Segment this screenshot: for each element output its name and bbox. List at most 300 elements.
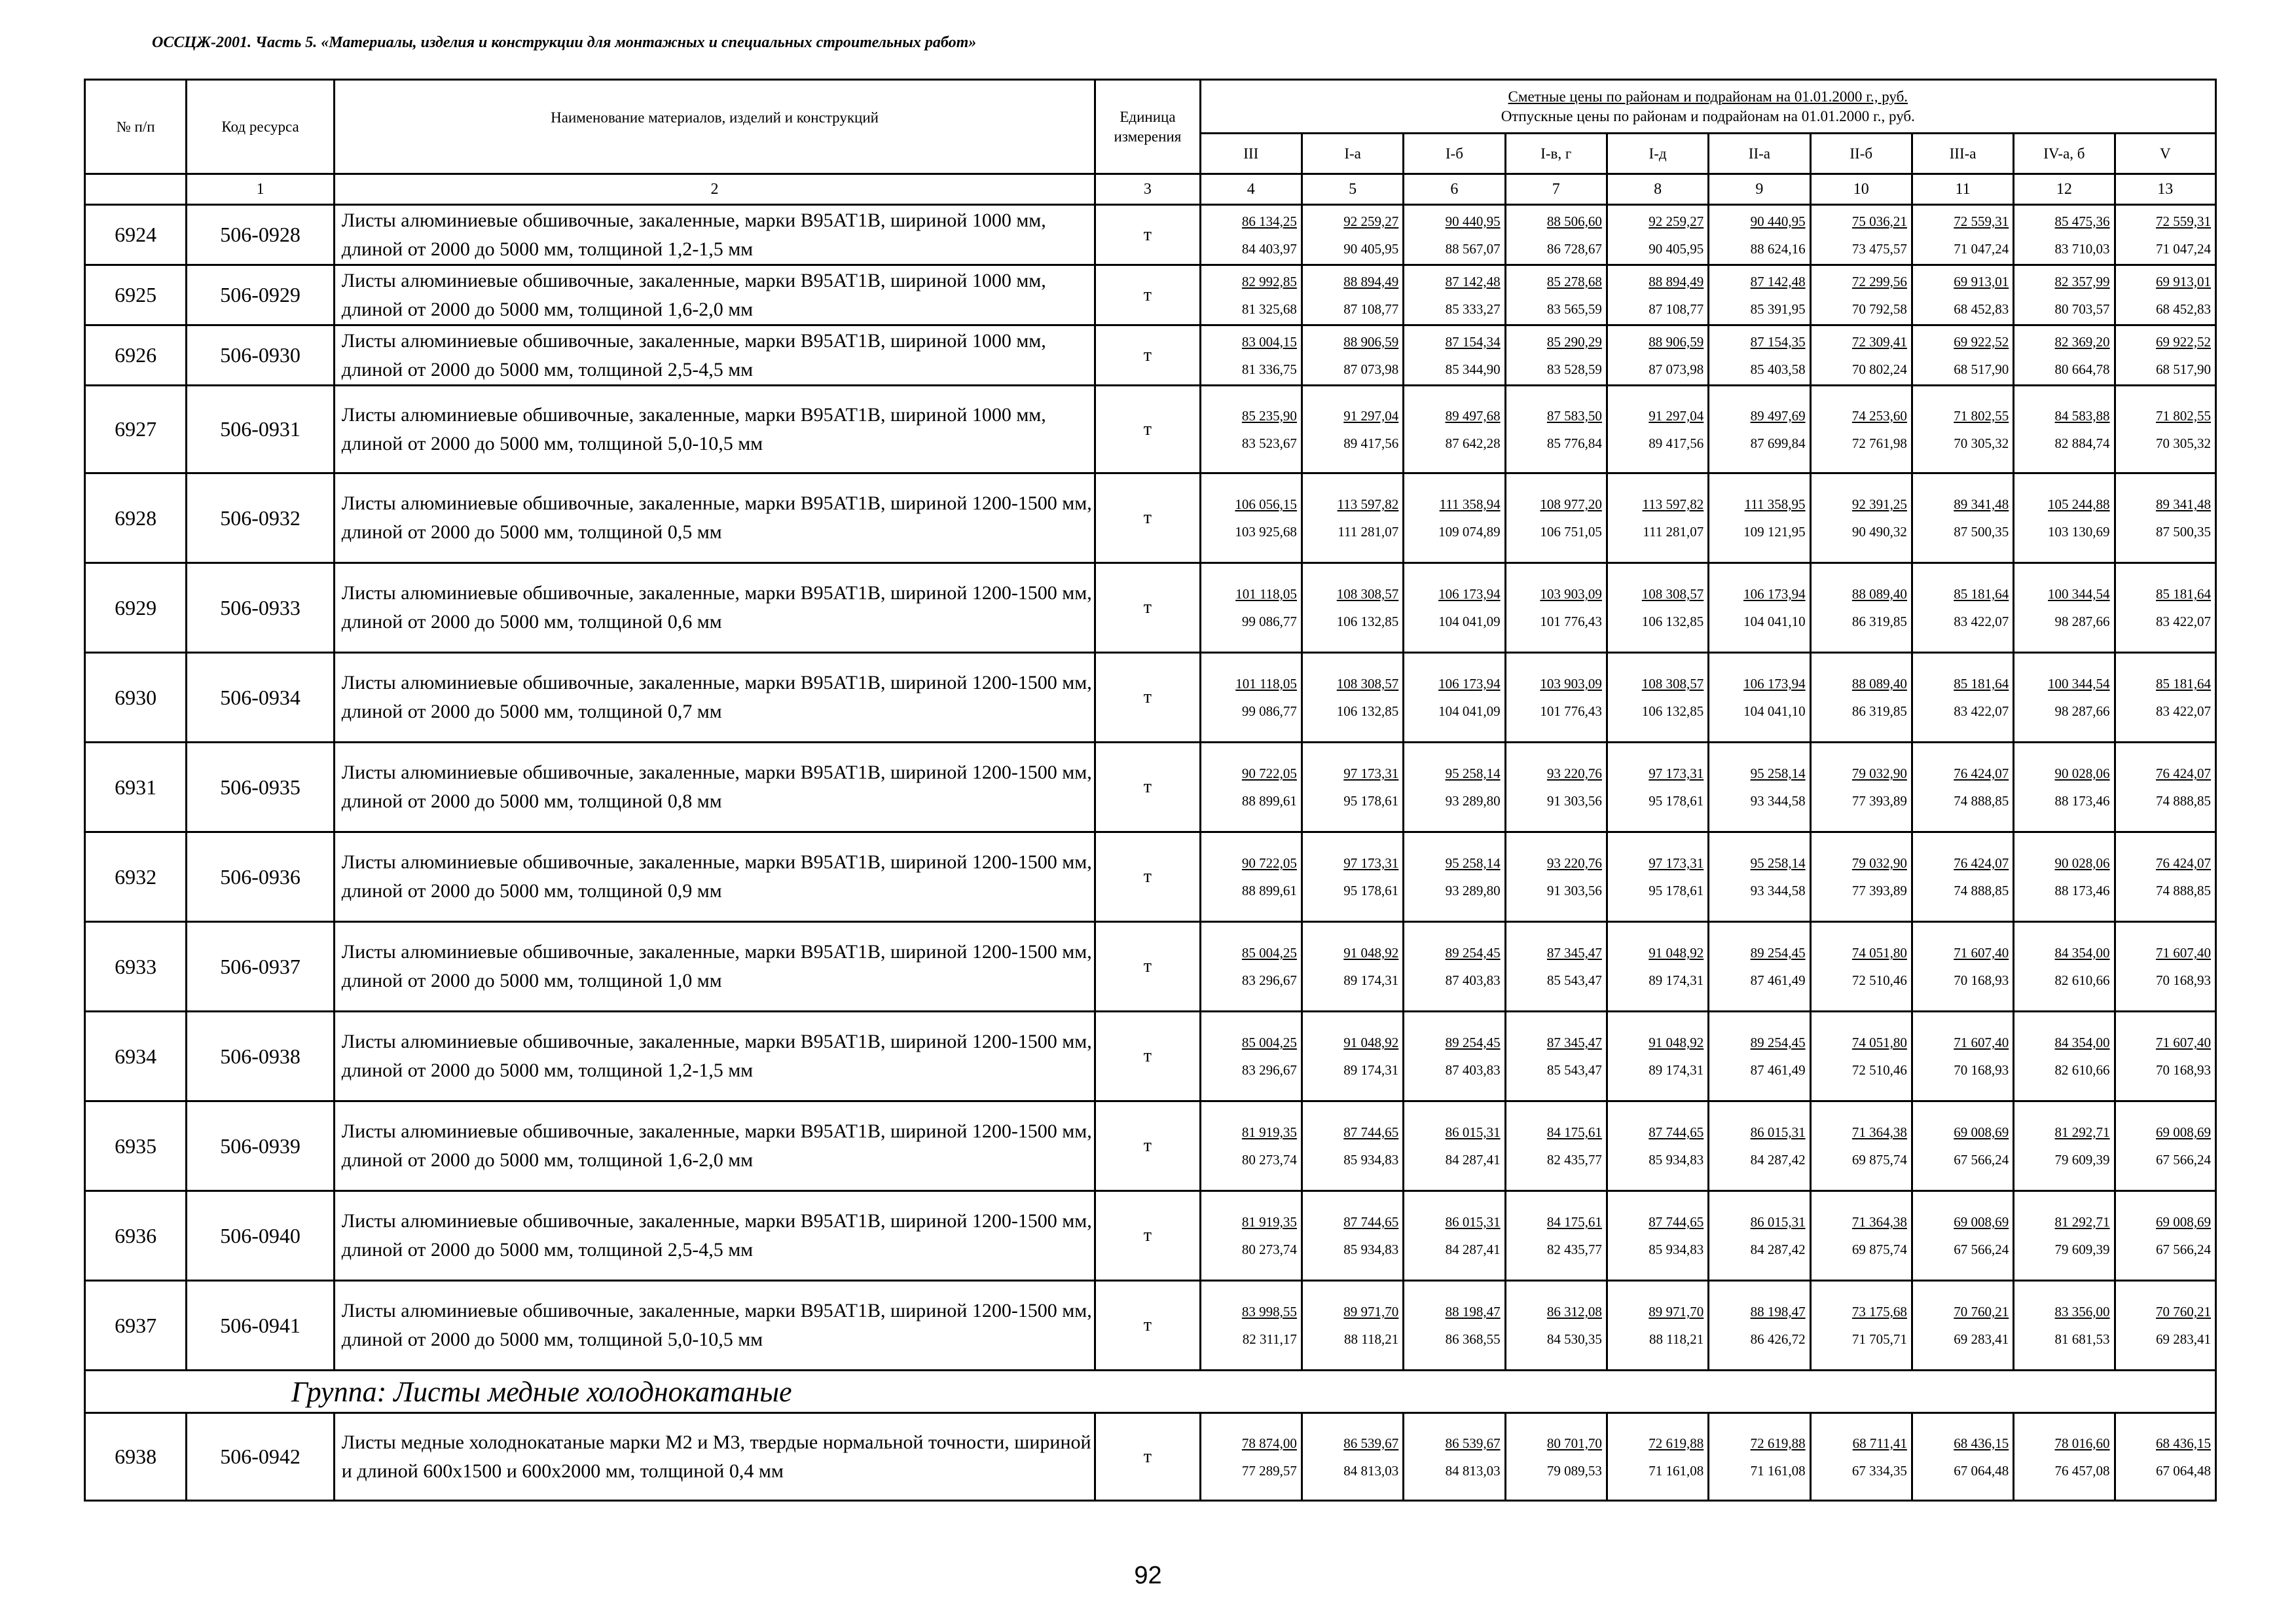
estimated-price: 85 004,25 [1241, 1035, 1297, 1050]
estimated-price: 83 004,15 [1241, 333, 1297, 350]
price-cell [2014, 1413, 2115, 1501]
release-price: 69 283,41 [1954, 1331, 2009, 1347]
price-cell [1200, 265, 1302, 325]
estimated-price: 72 309,41 [1851, 333, 1907, 350]
estimated-price: 69 922,52 [1954, 333, 2009, 350]
price-cell [1607, 1413, 1708, 1501]
estimated-price: 97 173,31 [1343, 855, 1399, 871]
price-cell [1607, 205, 1708, 265]
resource-code: 506-0942 [187, 1413, 334, 1501]
estimated-price: 106 056,15 [1235, 496, 1297, 512]
release-price: 89 417,56 [1649, 435, 1704, 451]
estimated-price: 86 539,67 [1445, 1435, 1501, 1451]
estimated-price: 70 760,21 [2156, 1304, 2211, 1320]
material-name: Листы алюминиевые обшивочные, закаленные, марки В95АТ1В, шириной 1000 мм, длиной от 2000 до 5000 мм, толщиной 1,2-1,5 мм [334, 205, 1095, 265]
estimated-price: 91 048,92 [1649, 945, 1704, 961]
unit-of-measure: т [1095, 386, 1200, 473]
row-number: 6925 [85, 265, 187, 325]
price-cell [1912, 1191, 2013, 1281]
unit-of-measure: т [1095, 325, 1200, 386]
price-cell [1607, 563, 1708, 653]
price-cell [1302, 386, 1403, 473]
estimated-price: 105 244,88 [2048, 496, 2110, 512]
table-row [85, 563, 2216, 653]
price-cell [2014, 1101, 2115, 1191]
estimated-price: 100 344,54 [2048, 586, 2110, 602]
release-price: 69 283,41 [2156, 1331, 2211, 1347]
estimated-price: 72 299,56 [1851, 273, 1907, 289]
release-price: 104 041,10 [1743, 703, 1806, 719]
estimated-price: 88 198,47 [1445, 1304, 1501, 1320]
estimated-price: 85 235,90 [1241, 407, 1297, 424]
release-price: 93 289,80 [1445, 793, 1501, 809]
row-number: 6934 [85, 1012, 187, 1101]
row-number: 6931 [85, 743, 187, 832]
price-cell [1912, 563, 2013, 653]
release-price: 88 899,61 [1241, 793, 1297, 809]
price-cell [1607, 473, 1708, 563]
price-cell [1505, 832, 1607, 922]
release-price: 85 934,83 [1343, 1242, 1399, 1257]
table-row [85, 205, 2216, 265]
price-cell [2014, 473, 2115, 563]
price-cell [2115, 325, 2215, 386]
header-region: II-б [1810, 134, 1912, 174]
release-price: 85 344,90 [1445, 361, 1501, 377]
estimated-price: 87 154,35 [1750, 333, 1806, 350]
price-cell [1607, 386, 1708, 473]
estimated-price: 91 297,04 [1649, 407, 1704, 424]
estimated-price: 95 258,14 [1750, 766, 1806, 781]
material-name: Листы алюминиевые обшивочные, закаленные, марки В95АТ1В, шириной 1200-1500 мм, длиной от 2000 до 5000 мм, толщиной 5,0-10,5 мм [334, 1281, 1095, 1371]
unit-of-measure: т [1095, 205, 1200, 265]
price-cell [1505, 1413, 1607, 1501]
release-price: 91 303,56 [1546, 883, 1602, 898]
release-price: 88 624,16 [1750, 240, 1806, 257]
release-price: 85 543,47 [1546, 972, 1602, 988]
price-cell [1404, 1413, 1505, 1501]
table-row [85, 325, 2216, 386]
estimated-price: 76 424,07 [2156, 766, 2211, 781]
group-spacer [85, 1371, 187, 1413]
resource-code: 506-0941 [187, 1281, 334, 1371]
price-cell [1607, 1191, 1708, 1281]
price-cell [1302, 1191, 1403, 1281]
release-price: 70 168,93 [2156, 972, 2211, 988]
price-cell [1404, 205, 1505, 265]
price-cell [2115, 386, 2215, 473]
price-cell [1404, 325, 1505, 386]
release-price: 82 311,17 [1242, 1331, 1297, 1347]
estimated-price: 108 308,57 [1641, 586, 1704, 602]
estimated-price: 72 619,88 [1649, 1435, 1704, 1451]
price-cell [1404, 563, 1505, 653]
estimated-price: 88 906,59 [1649, 333, 1704, 350]
estimated-price: 78 874,00 [1241, 1435, 1297, 1451]
price-cell [1404, 922, 1505, 1012]
estimated-price: 108 308,57 [1336, 676, 1399, 692]
estimated-price: 86 312,08 [1546, 1304, 1602, 1320]
release-price: 87 073,98 [1649, 361, 1704, 377]
release-price: 74 888,85 [2156, 883, 2211, 898]
header-region: I-б [1404, 134, 1505, 174]
estimated-price: 84 354,00 [2054, 945, 2110, 961]
estimated-price: 89 341,48 [1954, 496, 2009, 512]
release-price: 84 403,97 [1241, 240, 1297, 257]
estimated-price: 88 198,47 [1750, 1304, 1806, 1320]
unit-of-measure: т [1095, 265, 1200, 325]
estimated-price: 93 220,76 [1546, 855, 1602, 871]
material-name: Листы алюминиевые обшивочные, закаленные, марки В95АТ1В, шириной 1200-1500 мм, длиной от 2000 до 5000 мм, толщиной 0,7 мм [334, 653, 1095, 743]
estimated-price: 89 971,70 [1343, 1304, 1399, 1320]
table-row [85, 1281, 2216, 1371]
header-name: Наименование материалов, изделий и конструкций [334, 80, 1095, 174]
release-price: 70 305,32 [2156, 435, 2211, 451]
material-name: Листы алюминиевые обшивочные, закаленные, марки В95АТ1В, шириной 1200-1500 мм, длиной от 2000 до 5000 мм, толщиной 1,2-1,5 мм [334, 1012, 1095, 1101]
release-price: 73 475,57 [1851, 240, 1907, 257]
resource-code: 506-0937 [187, 922, 334, 1012]
price-cell [1709, 265, 1810, 325]
estimated-price: 72 559,31 [1954, 213, 2009, 229]
estimated-price: 88 894,49 [1343, 273, 1399, 289]
estimated-price: 87 142,48 [1445, 273, 1501, 289]
release-price: 103 925,68 [1235, 524, 1297, 540]
price-cell [2115, 653, 2215, 743]
price-cell [1200, 205, 1302, 265]
resource-code: 506-0934 [187, 653, 334, 743]
price-cell [1200, 743, 1302, 832]
price-cell [1912, 265, 2013, 325]
price-cell [1810, 1413, 1912, 1501]
resource-code: 506-0933 [187, 563, 334, 653]
price-cell [2014, 1012, 2115, 1101]
price-cell [1709, 743, 1810, 832]
release-price: 68 452,83 [2156, 301, 2211, 317]
estimated-price: 87 744,65 [1649, 1214, 1704, 1230]
release-price: 88 118,21 [1344, 1331, 1399, 1347]
estimated-price: 106 173,94 [1438, 586, 1501, 602]
price-cell [1912, 922, 2013, 1012]
row-number: 6933 [85, 922, 187, 1012]
price-cell [1912, 743, 2013, 832]
price-cell [1200, 473, 1302, 563]
release-price: 111 281,07 [1338, 524, 1399, 540]
release-price: 98 287,66 [2054, 703, 2110, 719]
price-cell [1810, 832, 1912, 922]
estimated-price: 87 744,65 [1343, 1214, 1399, 1230]
price-cell [2014, 563, 2115, 653]
estimated-price: 71 364,38 [1851, 1124, 1907, 1140]
release-price: 87 461,49 [1750, 1062, 1806, 1078]
price-cell [1302, 265, 1403, 325]
price-cell [2014, 1191, 2115, 1281]
estimated-price: 92 259,27 [1649, 213, 1704, 229]
material-name: Листы алюминиевые обшивочные, закаленные, марки В95АТ1В, шириной 1200-1500 мм, длиной от 2000 до 5000 мм, толщиной 0,8 мм [334, 743, 1095, 832]
release-price: 87 699,84 [1750, 435, 1806, 451]
table-row [85, 743, 2216, 832]
estimated-price: 71 607,40 [2156, 945, 2211, 961]
price-cell [2115, 1281, 2215, 1371]
price-cell [1810, 743, 1912, 832]
release-price: 68 517,90 [2156, 361, 2211, 377]
release-price: 72 761,98 [1851, 435, 1907, 451]
release-price: 71 047,24 [1954, 240, 2009, 257]
estimated-price: 87 345,47 [1546, 1035, 1602, 1050]
estimated-price: 103 903,09 [1540, 586, 1602, 602]
release-price: 81 325,68 [1241, 301, 1297, 317]
price-cell [1200, 386, 1302, 473]
estimated-price: 90 440,95 [1750, 213, 1806, 229]
price-cell [1200, 1281, 1302, 1371]
price-cell [1810, 1101, 1912, 1191]
column-number: 2 [334, 174, 1095, 205]
unit-of-measure: т [1095, 653, 1200, 743]
release-price: 87 500,35 [2156, 524, 2211, 540]
release-price: 84 287,42 [1750, 1242, 1806, 1257]
release-price: 70 168,93 [1954, 972, 2009, 988]
release-price: 90 405,95 [1343, 240, 1399, 257]
release-price: 74 888,85 [1954, 883, 2009, 898]
release-price: 104 041,10 [1743, 614, 1806, 629]
price-cell [1404, 473, 1505, 563]
release-price: 101 776,43 [1540, 703, 1602, 719]
release-price: 68 517,90 [1954, 361, 2009, 377]
release-price: 88 118,21 [1649, 1331, 1704, 1347]
price-cell [2014, 743, 2115, 832]
unit-of-measure: т [1095, 1281, 1200, 1371]
estimated-price: 106 173,94 [1438, 676, 1501, 692]
release-price: 82 610,66 [2054, 972, 2110, 988]
estimated-price: 86 015,31 [1445, 1214, 1501, 1230]
release-price: 111 281,07 [1643, 524, 1704, 540]
row-number: 6938 [85, 1413, 187, 1501]
release-price: 95 178,61 [1343, 883, 1399, 898]
price-cell [1709, 1413, 1810, 1501]
row-number: 6930 [85, 653, 187, 743]
release-price: 99 086,77 [1241, 703, 1297, 719]
price-cell [2115, 1012, 2215, 1101]
estimated-price: 85 475,36 [2054, 213, 2110, 229]
price-cell [1912, 325, 2013, 386]
price-cell [1505, 1191, 1607, 1281]
estimated-price: 106 173,94 [1743, 676, 1806, 692]
release-price: 87 642,28 [1445, 435, 1501, 451]
estimated-price: 86 134,25 [1241, 213, 1297, 229]
table-row [85, 1101, 2216, 1191]
price-cell [1810, 1012, 1912, 1101]
estimated-price: 80 701,70 [1546, 1435, 1602, 1451]
estimated-price: 95 258,14 [1445, 855, 1501, 871]
price-cell [1404, 1012, 1505, 1101]
estimated-price: 108 308,57 [1336, 586, 1399, 602]
column-number: 4 [1200, 174, 1302, 205]
estimated-price: 69 008,69 [1954, 1124, 2009, 1140]
price-cell [1912, 1281, 2013, 1371]
release-price: 106 132,85 [1641, 703, 1704, 719]
price-cell [1709, 1012, 1810, 1101]
table-row [85, 832, 2216, 922]
material-name: Листы алюминиевые обшивочные, закаленные, марки В95АТ1В, шириной 1200-1500 мм, длиной от 2000 до 5000 мм, толщиной 0,9 мм [334, 832, 1095, 922]
release-price: 82 435,77 [1546, 1152, 1602, 1168]
row-number: 6928 [85, 473, 187, 563]
release-price: 71 047,24 [2156, 240, 2211, 257]
price-cell [1505, 563, 1607, 653]
material-name: Листы алюминиевые обшивочные, закаленные, марки В95АТ1В, шириной 1200-1500 мм, длиной от 2000 до 5000 мм, толщиной 1,6-2,0 мм [334, 1101, 1095, 1191]
estimated-price: 81 292,71 [2054, 1124, 2110, 1140]
unit-of-measure: т [1095, 922, 1200, 1012]
release-price: 89 174,31 [1343, 972, 1399, 988]
material-name: Листы алюминиевые обшивочные, закаленные, марки В95АТ1В, шириной 1000 мм, длиной от 2000 до 5000 мм, толщиной 5,0-10,5 мм [334, 386, 1095, 473]
price-cell [1810, 563, 1912, 653]
estimated-price: 86 015,31 [1445, 1124, 1501, 1140]
price-cell [1302, 1281, 1403, 1371]
release-price: 80 703,57 [2054, 301, 2110, 317]
release-price: 67 334,35 [1851, 1462, 1907, 1479]
price-cell [1607, 265, 1708, 325]
price-cell [1404, 265, 1505, 325]
release-price: 88 173,46 [2054, 883, 2110, 898]
estimated-price: 87 583,50 [1546, 407, 1602, 424]
header-code: Код ресурса [187, 80, 334, 174]
estimated-price: 84 175,61 [1546, 1214, 1602, 1230]
price-cell [1404, 1281, 1505, 1371]
estimated-price: 89 254,45 [1750, 1035, 1806, 1050]
material-name: Листы алюминиевые обшивочные, закаленные, марки В95АТ1В, шириной 1200-1500 мм, длиной от 2000 до 5000 мм, толщиной 2,5-4,5 мм [334, 1191, 1095, 1281]
resource-code: 506-0928 [187, 205, 334, 265]
release-price: 79 609,39 [2054, 1242, 2110, 1257]
price-cell [2014, 653, 2115, 743]
release-price: 99 086,77 [1241, 614, 1297, 629]
estimated-price: 89 254,45 [1445, 1035, 1501, 1050]
release-price: 84 287,42 [1750, 1152, 1806, 1168]
unit-of-measure: т [1095, 1012, 1200, 1101]
material-name: Листы алюминиевые обшивочные, закаленные, марки В95АТ1В, шириной 1200-1500 мм, длиной от 2000 до 5000 мм, толщиной 0,5 мм [334, 473, 1095, 563]
header-region: III-а [1912, 134, 2013, 174]
estimated-price: 95 258,14 [1445, 766, 1501, 781]
column-number: 7 [1505, 174, 1607, 205]
release-price: 106 132,85 [1641, 614, 1704, 629]
resource-code: 506-0931 [187, 386, 334, 473]
release-price: 67 566,24 [2156, 1242, 2211, 1257]
estimated-price: 101 118,05 [1235, 676, 1297, 692]
price-cell [1607, 832, 1708, 922]
estimated-price: 68 436,15 [2156, 1435, 2211, 1451]
price-cell [1404, 832, 1505, 922]
table-row [85, 922, 2216, 1012]
estimated-price: 89 341,48 [2156, 496, 2211, 512]
release-price: 83 565,59 [1546, 301, 1602, 317]
estimated-price: 90 722,05 [1241, 766, 1297, 781]
estimated-price: 88 089,40 [1851, 676, 1907, 692]
resource-code: 506-0932 [187, 473, 334, 563]
price-cell [1810, 205, 1912, 265]
release-price: 88 567,07 [1445, 240, 1501, 257]
estimated-price: 88 089,40 [1851, 586, 1907, 602]
price-cell [1912, 1101, 2013, 1191]
estimated-price: 87 345,47 [1546, 945, 1602, 961]
estimated-price: 93 220,76 [1546, 766, 1602, 781]
price-cell [1810, 386, 1912, 473]
estimated-price: 90 028,06 [2054, 766, 2110, 781]
release-price: 71 705,71 [1851, 1331, 1907, 1347]
estimated-price: 83 998,55 [1241, 1304, 1297, 1320]
header-region: I-д [1607, 134, 1708, 174]
header-prices [1200, 80, 2215, 134]
release-price: 87 108,77 [1649, 301, 1704, 317]
column-number: 6 [1404, 174, 1505, 205]
price-cell [1505, 1281, 1607, 1371]
price-cell [1912, 386, 2013, 473]
price-cell [2014, 1281, 2115, 1371]
group-row [85, 1371, 2216, 1413]
price-cell [1404, 386, 1505, 473]
column-number: 11 [1912, 174, 2013, 205]
release-price: 70 168,93 [2156, 1062, 2211, 1078]
table-row [85, 386, 2216, 473]
price-cell [1607, 653, 1708, 743]
resource-code: 506-0940 [187, 1191, 334, 1281]
estimated-price: 86 015,31 [1750, 1214, 1806, 1230]
price-cell [1810, 1191, 1912, 1281]
release-price: 85 934,83 [1649, 1152, 1704, 1168]
price-cell [1505, 653, 1607, 743]
price-cell [1505, 205, 1607, 265]
estimated-price: 73 175,68 [1851, 1304, 1907, 1320]
price-cell [1505, 265, 1607, 325]
release-price: 87 461,49 [1750, 972, 1806, 988]
release-price: 87 073,98 [1343, 361, 1399, 377]
estimated-price: 76 424,07 [1954, 855, 2009, 871]
release-price: 109 074,89 [1438, 524, 1501, 540]
release-price: 85 934,83 [1343, 1152, 1399, 1168]
estimated-price: 91 048,92 [1649, 1035, 1704, 1050]
price-cell [1912, 205, 2013, 265]
release-price: 83 710,03 [2054, 240, 2110, 257]
row-number: 6932 [85, 832, 187, 922]
release-price: 83 296,67 [1241, 1062, 1297, 1078]
unit-of-measure: т [1095, 832, 1200, 922]
estimated-price: 79 032,90 [1851, 855, 1907, 871]
price-cell [2115, 265, 2215, 325]
estimated-price: 76 424,07 [1954, 766, 2009, 781]
price-cell [1200, 832, 1302, 922]
estimated-price: 86 539,67 [1343, 1435, 1399, 1451]
price-cell [2115, 1413, 2215, 1501]
release-price: 71 161,08 [1750, 1462, 1806, 1479]
price-cell [1505, 922, 1607, 1012]
estimated-price: 108 977,20 [1540, 496, 1602, 512]
release-price: 72 510,46 [1851, 1062, 1907, 1078]
estimated-price: 90 722,05 [1241, 855, 1297, 871]
release-price: 77 393,89 [1851, 883, 1907, 898]
release-price: 82 435,77 [1546, 1242, 1602, 1257]
price-cell [1709, 1191, 1810, 1281]
price-cell [2014, 832, 2115, 922]
price-cell [1302, 832, 1403, 922]
price-cell [1200, 1413, 1302, 1501]
price-cell [1912, 1012, 2013, 1101]
release-price: 86 319,85 [1851, 703, 1907, 719]
column-number: 3 [1095, 174, 1200, 205]
estimated-price: 97 173,31 [1649, 855, 1704, 871]
price-cell [1709, 563, 1810, 653]
row-number: 6936 [85, 1191, 187, 1281]
release-price: 85 934,83 [1649, 1242, 1704, 1257]
estimated-price: 88 506,60 [1546, 213, 1602, 229]
price-cell [1302, 743, 1403, 832]
estimated-price: 71 802,55 [1954, 407, 2009, 424]
row-number: 6927 [85, 386, 187, 473]
